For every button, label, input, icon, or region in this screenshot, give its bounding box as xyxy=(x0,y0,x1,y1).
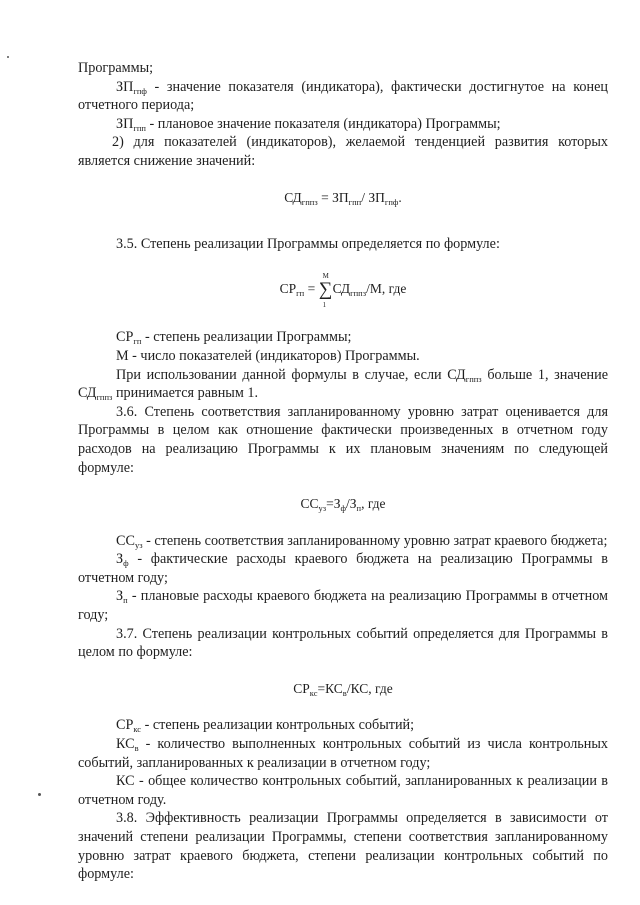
formula-lhs: СС xyxy=(300,496,319,512)
definition-text: - степень реализации контрольных событий; xyxy=(141,717,415,734)
note-subscript: гппз xyxy=(96,392,113,403)
sum-upper-limit: М xyxy=(322,271,329,280)
formula-lhs: СР xyxy=(279,280,297,296)
scan-speck xyxy=(7,56,9,58)
definition-sr-ks xyxy=(78,716,608,735)
symbol: СР xyxy=(116,329,134,346)
formula-part: СД xyxy=(332,280,351,296)
document-body xyxy=(78,59,608,884)
formula-part: = ЗП xyxy=(317,189,349,205)
formula-subscript: гпф xyxy=(384,196,399,207)
symbol-subscript: уз xyxy=(134,539,143,550)
symbol-subscript: в xyxy=(134,743,139,754)
symbol: ЗП xyxy=(116,78,134,95)
scan-speck xyxy=(38,793,41,796)
symbol-subscript: гп xyxy=(133,336,142,347)
symbol-subscript: ф xyxy=(123,558,129,569)
formula-part: / ЗП xyxy=(361,189,385,205)
section-3-8: 3.8. Эффективность реализации Программы определяется в зависимости от значений степени реализации Программы, степени соответствия запланированному уровню затрат краевого бюджета, степени реализации контрольных событий по формуле: xyxy=(78,810,608,883)
formula-subscript: в xyxy=(342,687,347,698)
note-text: больше 1, значение СД xyxy=(78,366,608,402)
item-2: 2) для показателей (индикаторов), желаемой тенденцией развития которых является снижение значений: xyxy=(78,134,608,169)
formula-subscript: п xyxy=(356,503,362,514)
symbol: З xyxy=(116,551,124,568)
definition-text: - плановое значение показателя (индикатора) Программы; xyxy=(145,115,501,132)
formula-subscript: кс xyxy=(309,687,318,698)
note-subscript: гппз xyxy=(465,373,482,384)
definition-zp-gpp xyxy=(78,115,608,134)
definition-text: - плановые расходы краевого бюджета на реализацию Программы в отчетном году; xyxy=(78,588,608,624)
symbol: КС xyxy=(116,736,135,753)
formula-subscript: гп xyxy=(296,287,305,298)
sum-sign-icon: М ∑ 1 xyxy=(318,271,333,310)
symbol: ЗП xyxy=(116,115,134,132)
formula-sr-gp xyxy=(78,271,608,310)
section-3-6: 3.6. Степень соответствия запланированному уровню затрат оценивается для Программы в целом как отношение фактически произведенных в отчетном году расходов на реализацию Программы к их плановым значениям по следующей формуле: xyxy=(78,403,608,476)
definition-text: - степень соответствия запланированному уровню затрат краевого бюджета; xyxy=(142,532,608,549)
formula-sd-gppz xyxy=(78,189,608,208)
formula-subscript: гппз xyxy=(301,196,318,207)
definition-ks-v xyxy=(78,735,608,772)
intro-word xyxy=(78,59,608,78)
formula-part: . xyxy=(398,189,402,205)
intro-word-text: Программы; xyxy=(78,60,154,76)
formula-part: /З xyxy=(345,496,357,512)
formula-part: = xyxy=(304,280,319,296)
symbol: СР xyxy=(116,717,134,734)
formula-part: =КС xyxy=(317,680,343,696)
symbol-subscript: гпп xyxy=(133,122,146,133)
sum-lower-limit: 1 xyxy=(322,301,327,310)
formula-lhs: СД xyxy=(284,189,302,205)
formula-subscript: уз xyxy=(318,503,327,514)
symbol-subscript: кс xyxy=(133,724,142,735)
definition-text: - количество выполненных контрольных событий из числа контрольных событий, запланированных к реализации в отчетном году; xyxy=(78,736,608,771)
formula-lhs: СР xyxy=(293,680,310,696)
symbol-subscript: гпф xyxy=(133,85,147,96)
section-3-7: 3.7. Степень реализации контрольных событий определяется для Программы в целом по формуле: xyxy=(78,625,608,661)
formula-part: , где xyxy=(361,496,386,512)
note-text: принимается равным 1. xyxy=(112,385,258,402)
formula-subscript: гппз xyxy=(350,287,367,298)
formula-ss-uz xyxy=(78,495,608,514)
formula-sr-ks xyxy=(78,680,608,699)
section-3-5: 3.5. Степень реализации Программы определяется по формуле: xyxy=(116,236,500,253)
formula-subscript: ф xyxy=(340,503,346,514)
formula-part: =З xyxy=(326,496,341,512)
formula-part: /КС, где xyxy=(346,680,393,696)
note-text: При использовании данной формулы в случае, если СД xyxy=(116,366,466,383)
definition-zp-gpf xyxy=(78,78,608,115)
formula-subscript: гпп xyxy=(348,196,362,207)
definition-ks: КС - общее количество контрольных событий, запланированных к реализации в отчетном году. xyxy=(78,773,608,808)
usage-note xyxy=(78,366,608,403)
definition-z-p xyxy=(78,587,608,624)
symbol-subscript: п xyxy=(123,595,128,606)
definition-z-f xyxy=(78,550,608,587)
symbol: СС xyxy=(116,532,135,549)
definition-sr-gp xyxy=(78,328,608,347)
definition-text: - фактические расходы краевого бюджета на реализацию Программы в отчетном году; xyxy=(78,551,608,586)
formula-part: /М, где xyxy=(366,280,407,296)
definition-text: - значение показателя (индикатора), фактически достигнутое на конец отчетного периода; xyxy=(78,78,608,114)
definition-m: М - число показателей (индикаторов) Программы. xyxy=(116,347,420,364)
definition-ss-uz xyxy=(78,532,608,551)
definition-text: - степень реализации Программы; xyxy=(141,329,352,346)
symbol: З xyxy=(116,588,124,605)
